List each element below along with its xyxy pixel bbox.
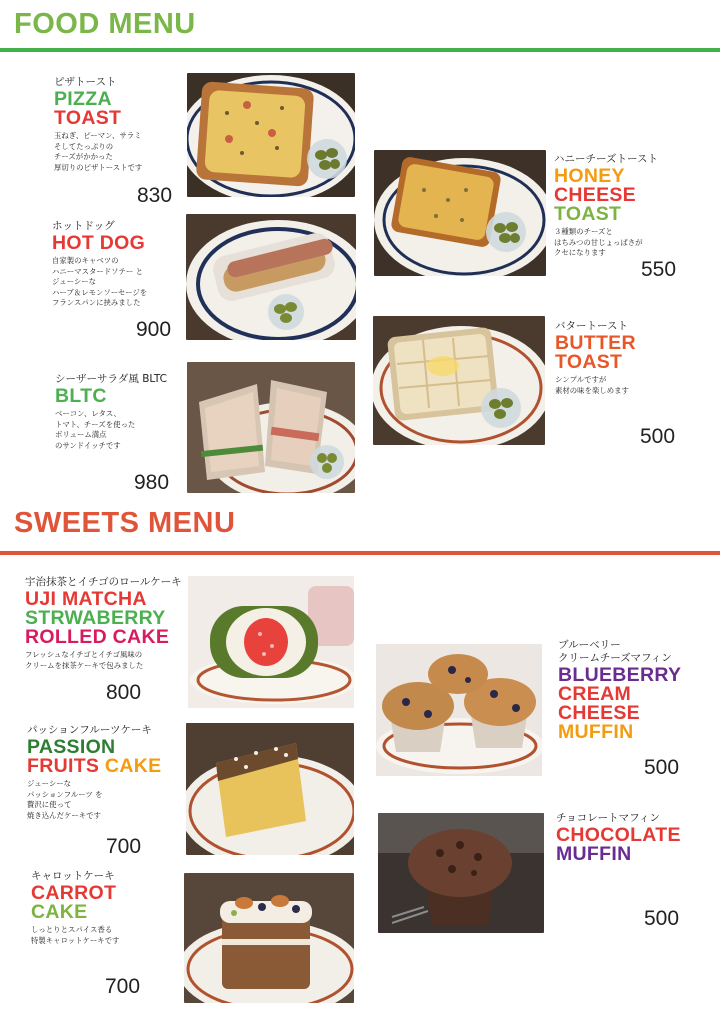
name-part: FRUITS	[27, 755, 100, 777]
desc-line: ベーコン、レタス、	[55, 409, 121, 418]
item-description	[27, 779, 161, 821]
item-description	[54, 131, 142, 173]
desc-line: フランスパンに挟みました	[52, 298, 141, 308]
desc-line: ジューシーな	[52, 277, 97, 287]
desc-line: パッションフルーツ を	[27, 789, 103, 799]
desc-line: フレッシュなイチゴとイチゴ風味の	[25, 650, 143, 659]
item-jp-name: ピザトースト	[54, 76, 117, 88]
item-jp-name: パッションフルーツケーキ	[27, 724, 152, 736]
carrot-cake-photo	[184, 873, 354, 1003]
item-name-line: MUFFIN	[558, 721, 634, 743]
item-description	[25, 650, 182, 671]
item-name-line: HONEY	[554, 165, 625, 187]
item-description	[55, 409, 167, 451]
item-name-line: HOT DOG	[52, 232, 146, 254]
desc-line: 贅沢に使って	[27, 800, 72, 810]
menu-item-honey-cheese-toast[interactable]	[554, 153, 658, 259]
sweets-menu-divider	[0, 551, 720, 555]
price-carrot-cake: 700	[105, 975, 141, 998]
price-bltc: 980	[134, 471, 170, 494]
menu-item-blueberry-muffin[interactable]	[558, 639, 681, 745]
item-jp-name: シーザーサラダ風 BLTC	[55, 373, 167, 385]
item-jp-name: バタートースト	[555, 320, 628, 332]
item-name-line: UJI MATCHA	[25, 588, 147, 610]
desc-line: 玉ねぎ、ピーマン、サラミ	[54, 131, 142, 140]
desc-line: チーズがかかった	[54, 152, 113, 162]
desc-line: ハニーマスタードソテー と	[52, 266, 144, 276]
item-name	[554, 167, 658, 224]
menu-item-pizza-toast[interactable]	[54, 76, 142, 173]
price-passion-fruits-cake: 700	[106, 835, 142, 858]
hot-dog-photo	[186, 214, 356, 340]
food-menu-title: FOOD MENU	[14, 8, 196, 40]
item-name-line: ROLLED CAKE	[25, 626, 170, 648]
price-hot-dog: 900	[136, 318, 172, 341]
item-name-line: CHOCOLATE	[556, 824, 681, 846]
item-name	[27, 738, 161, 776]
item-description	[554, 227, 658, 259]
item-description	[52, 256, 147, 309]
pound-cake-photo	[186, 723, 354, 855]
desc-line: はちみつの甘じょっぱさが	[554, 237, 643, 247]
item-name-line	[27, 757, 161, 776]
sandwich-photo	[187, 362, 355, 493]
item-jp-name: クリームチーズマフィン	[558, 652, 672, 664]
item-name-line: TOAST	[54, 107, 122, 129]
desc-line: ジューシーな	[27, 779, 72, 788]
butter-toast-photo	[373, 316, 545, 445]
chocolate-muffin-photo	[378, 813, 544, 933]
desc-line: クリームを抹茶ケーキで包みました	[25, 660, 144, 670]
item-name	[54, 90, 142, 128]
item-name-line: PIZZA	[54, 88, 112, 110]
desc-line: 焼き込んだケーキです	[27, 810, 101, 820]
item-name-line: CHEESE	[558, 702, 640, 724]
menu-item-butter-toast[interactable]	[555, 320, 636, 396]
desc-line: 素材の味を楽しめます	[555, 385, 629, 395]
price-pizza-toast: 830	[137, 184, 173, 207]
menu-item-uji-matcha[interactable]	[25, 576, 182, 671]
item-name	[25, 590, 182, 647]
item-name-line: BUTTER	[555, 332, 636, 354]
item-name-line: CAKE	[31, 901, 88, 923]
desc-line: クセになります	[554, 248, 606, 258]
menu-item-carrot-cake[interactable]	[31, 870, 119, 946]
desc-line: 特製キャロットケーキです	[31, 935, 120, 945]
desc-line: のサンドイッチです	[55, 440, 121, 450]
item-jp-name: ブルーベリー	[558, 639, 621, 651]
desc-line: そしてたっぷりの	[54, 141, 114, 151]
menu-item-chocolate-muffin[interactable]	[556, 812, 681, 867]
item-jp-name: ホットドッグ	[52, 220, 115, 232]
item-jp-name: 宇治抹茶とイチゴのロールケーキ	[25, 576, 182, 588]
price-uji-matcha: 800	[106, 681, 142, 704]
desc-line: トマト、チーズを使った	[55, 419, 136, 429]
item-name-line: CREAM	[558, 683, 631, 705]
item-description	[31, 925, 119, 946]
honey-toast-photo	[374, 150, 546, 276]
price-butter-toast: 500	[640, 425, 676, 448]
item-name-line: CHEESE	[554, 184, 636, 206]
item-name	[555, 334, 636, 372]
item-name-line: CARROT	[31, 882, 117, 904]
item-name-line: MUFFIN	[556, 843, 632, 865]
menu-item-passion-fruits-cake[interactable]	[27, 724, 161, 821]
food-menu-divider	[0, 48, 720, 52]
name-part: CAKE	[99, 755, 162, 777]
item-name	[52, 234, 147, 253]
item-name	[556, 826, 681, 864]
desc-line: 自家製のキャベツの	[52, 256, 119, 265]
desc-line: シンプルですが	[555, 375, 607, 384]
desc-line: 厚切りのピザトーストです	[54, 162, 143, 172]
item-name	[31, 884, 119, 922]
desc-line: しっとりとスパイス香る	[31, 925, 113, 934]
menu-item-bltc[interactable]	[55, 373, 167, 451]
desc-line: ３種類のチーズと	[554, 227, 613, 236]
roll-cake-photo	[188, 576, 354, 708]
item-jp-name: キャロットケーキ	[31, 870, 115, 882]
item-name-line: BLTC	[55, 385, 107, 407]
item-name-line: TOAST	[554, 203, 622, 225]
item-name	[55, 387, 167, 406]
price-honey-cheese-toast: 550	[641, 258, 677, 281]
item-name-line: BLUEBERRY	[558, 664, 682, 686]
menu-item-hot-dog[interactable]	[52, 220, 147, 309]
item-name-line: TOAST	[555, 351, 623, 373]
blueberry-muffin-photo	[376, 644, 542, 776]
desc-line: ハーブ＆レモンソーセージを	[52, 287, 148, 297]
desc-line: ボリューム満点	[55, 430, 107, 440]
sweets-menu-title: SWEETS MENU	[14, 507, 236, 539]
item-jp-name: ハニーチーズトースト	[554, 153, 658, 165]
pizza-toast-photo	[187, 73, 355, 197]
item-name-line: STRWABERRY	[25, 607, 166, 629]
item-jp-name: チョコレートマフィン	[556, 812, 660, 824]
item-name	[558, 666, 681, 742]
price-chocolate-muffin: 500	[644, 907, 680, 930]
item-name-line: PASSION	[27, 736, 116, 758]
price-blueberry-muffin: 500	[644, 756, 680, 779]
item-description	[555, 375, 636, 396]
